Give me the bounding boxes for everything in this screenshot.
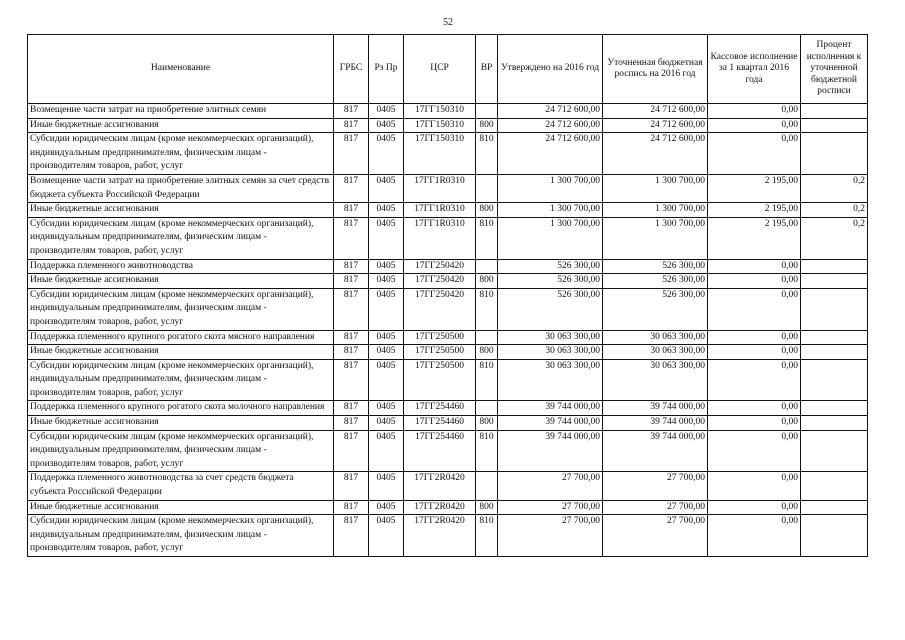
cell-approved: 39 744 000,00 — [498, 430, 603, 472]
cell-approved: 27 700,00 — [498, 472, 603, 500]
table-row — [28, 274, 868, 289]
cell-refined: 27 700,00 — [603, 515, 708, 557]
cell-name: Субсидии юридическим лицам (кроме некоммерческих организаций), индивидуальным предпринимателям, физическим лицам - производителям товаров, работ, услуг — [28, 288, 334, 330]
cell-rzpr: 0405 — [369, 359, 404, 401]
cell-grbs: 817 — [334, 472, 369, 500]
cell-vr: 810 — [476, 133, 498, 175]
header-refined: Уточненная бюджетная роспись на 2016 год — [603, 35, 708, 104]
cell-vr — [476, 259, 498, 274]
cell-csr: 17ГГ1R0310 — [404, 217, 476, 259]
cell-refined: 526 300,00 — [603, 288, 708, 330]
cell-percent — [801, 288, 868, 330]
page-number: 52 — [443, 17, 453, 28]
cell-vr: 810 — [476, 217, 498, 259]
table-row — [28, 288, 868, 330]
header-vr: ВР — [476, 35, 498, 104]
cell-vr: 800 — [476, 500, 498, 515]
cell-refined: 39 744 000,00 — [603, 401, 708, 416]
table-row — [28, 515, 868, 557]
table-header-row — [28, 35, 868, 104]
cell-grbs: 817 — [334, 515, 369, 557]
cell-refined: 39 744 000,00 — [603, 416, 708, 431]
cell-rzpr: 0405 — [369, 416, 404, 431]
cell-csr: 17ГГ150310 — [404, 133, 476, 175]
cell-vr: 800 — [476, 118, 498, 133]
cell-cash: 0,00 — [708, 401, 801, 416]
table-row — [28, 416, 868, 431]
cell-cash: 0,00 — [708, 430, 801, 472]
cell-refined: 27 700,00 — [603, 500, 708, 515]
cell-name: Иные бюджетные ассигнования — [28, 118, 334, 133]
cell-percent — [801, 345, 868, 360]
cell-name: Иные бюджетные ассигнования — [28, 416, 334, 431]
cell-rzpr: 0405 — [369, 500, 404, 515]
cell-vr: 810 — [476, 515, 498, 557]
cell-csr: 17ГГ2R0420 — [404, 472, 476, 500]
table-row — [28, 118, 868, 133]
cell-vr: 800 — [476, 274, 498, 289]
cell-name: Поддержка племенного животноводства за счет средств бюджета субъекта Российской Федерации — [28, 472, 334, 500]
cell-name: Иные бюджетные ассигнования — [28, 500, 334, 515]
cell-cash: 0,00 — [708, 472, 801, 500]
cell-csr: 17ГГ2R0420 — [404, 515, 476, 557]
cell-vr — [476, 401, 498, 416]
cell-percent — [801, 259, 868, 274]
cell-grbs: 817 — [334, 288, 369, 330]
header-name: Наименование — [28, 35, 334, 104]
table-row — [28, 330, 868, 345]
cell-rzpr: 0405 — [369, 330, 404, 345]
cell-approved: 30 063 300,00 — [498, 330, 603, 345]
cell-percent: 0,2 — [801, 174, 868, 202]
cell-approved: 30 063 300,00 — [498, 359, 603, 401]
cell-cash: 0,00 — [708, 288, 801, 330]
cell-csr: 17ГГ254460 — [404, 430, 476, 472]
cell-csr: 17ГГ250500 — [404, 345, 476, 360]
cell-cash: 0,00 — [708, 359, 801, 401]
cell-cash: 0,00 — [708, 274, 801, 289]
cell-grbs: 817 — [334, 359, 369, 401]
cell-approved: 24 712 600,00 — [498, 118, 603, 133]
cell-vr — [476, 330, 498, 345]
header-grbs: ГРБС — [334, 35, 369, 104]
cell-name: Иные бюджетные ассигнования — [28, 345, 334, 360]
cell-cash: 0,00 — [708, 104, 801, 119]
cell-rzpr: 0405 — [369, 345, 404, 360]
cell-grbs: 817 — [334, 401, 369, 416]
cell-rzpr: 0405 — [369, 515, 404, 557]
cell-refined: 39 744 000,00 — [603, 430, 708, 472]
cell-csr: 17ГГ1R0310 — [404, 174, 476, 202]
cell-grbs: 817 — [334, 174, 369, 202]
cell-refined: 24 712 600,00 — [603, 133, 708, 175]
cell-refined: 24 712 600,00 — [603, 118, 708, 133]
cell-approved: 30 063 300,00 — [498, 345, 603, 360]
cell-csr: 17ГГ250500 — [404, 359, 476, 401]
cell-approved: 24 712 600,00 — [498, 104, 603, 119]
cell-name: Поддержка племенного животноводства — [28, 259, 334, 274]
cell-percent — [801, 515, 868, 557]
cell-name: Поддержка племенного крупного рогатого скота молочного направления — [28, 401, 334, 416]
cell-rzpr: 0405 — [369, 288, 404, 330]
cell-refined: 30 063 300,00 — [603, 359, 708, 401]
cell-refined: 526 300,00 — [603, 259, 708, 274]
cell-cash: 2 195,00 — [708, 203, 801, 218]
table-row — [28, 500, 868, 515]
cell-grbs: 817 — [334, 133, 369, 175]
header-cash: Кассовое исполнение за 1 квартал 2016 года — [708, 35, 801, 104]
cell-grbs: 817 — [334, 274, 369, 289]
cell-rzpr: 0405 — [369, 259, 404, 274]
cell-grbs: 817 — [334, 118, 369, 133]
cell-name: Иные бюджетные ассигнования — [28, 203, 334, 218]
cell-vr — [476, 174, 498, 202]
cell-grbs: 817 — [334, 500, 369, 515]
cell-grbs: 817 — [334, 203, 369, 218]
cell-vr: 810 — [476, 430, 498, 472]
cell-grbs: 817 — [334, 345, 369, 360]
table-row — [28, 345, 868, 360]
cell-cash: 0,00 — [708, 118, 801, 133]
cell-name: Иные бюджетные ассигнования — [28, 274, 334, 289]
cell-rzpr: 0405 — [369, 217, 404, 259]
cell-grbs: 817 — [334, 104, 369, 119]
cell-name: Возмещение части затрат на приобретение элитных семян за счет средств бюджета субъекта Российской Федерации — [28, 174, 334, 202]
table-row — [28, 401, 868, 416]
header-csr: ЦСР — [404, 35, 476, 104]
cell-percent — [801, 133, 868, 175]
cell-cash: 0,00 — [708, 330, 801, 345]
budget-table — [27, 34, 868, 557]
cell-cash: 0,00 — [708, 515, 801, 557]
table-row — [28, 217, 868, 259]
cell-rzpr: 0405 — [369, 472, 404, 500]
cell-cash: 0,00 — [708, 500, 801, 515]
cell-rzpr: 0405 — [369, 133, 404, 175]
table-row — [28, 359, 868, 401]
cell-vr: 800 — [476, 203, 498, 218]
cell-percent — [801, 104, 868, 119]
cell-vr: 800 — [476, 345, 498, 360]
cell-vr — [476, 104, 498, 119]
cell-vr: 810 — [476, 288, 498, 330]
header-rzpr: Рз Пр — [369, 35, 404, 104]
cell-percent — [801, 500, 868, 515]
cell-percent — [801, 359, 868, 401]
header-approved: Утверждено на 2016 год — [498, 35, 603, 104]
cell-name: Субсидии юридическим лицам (кроме некоммерческих организаций), индивидуальным предпринимателям, физическим лицам - производителям товаров, работ, услуг — [28, 133, 334, 175]
cell-approved: 526 300,00 — [498, 288, 603, 330]
table-row — [28, 259, 868, 274]
cell-rzpr: 0405 — [369, 274, 404, 289]
cell-approved: 1 300 700,00 — [498, 203, 603, 218]
cell-grbs: 817 — [334, 217, 369, 259]
cell-csr: 17ГГ150310 — [404, 118, 476, 133]
cell-percent — [801, 274, 868, 289]
cell-refined: 24 712 600,00 — [603, 104, 708, 119]
cell-percent — [801, 472, 868, 500]
cell-grbs: 817 — [334, 430, 369, 472]
cell-refined: 30 063 300,00 — [603, 345, 708, 360]
cell-grbs: 817 — [334, 416, 369, 431]
cell-csr: 17ГГ250420 — [404, 274, 476, 289]
cell-percent: 0,2 — [801, 217, 868, 259]
cell-vr: 800 — [476, 416, 498, 431]
cell-rzpr: 0405 — [369, 118, 404, 133]
cell-csr: 17ГГ254460 — [404, 416, 476, 431]
cell-approved: 526 300,00 — [498, 259, 603, 274]
cell-refined: 1 300 700,00 — [603, 203, 708, 218]
cell-cash: 0,00 — [708, 259, 801, 274]
cell-csr: 17ГГ2R0420 — [404, 500, 476, 515]
cell-approved: 39 744 000,00 — [498, 401, 603, 416]
cell-refined: 27 700,00 — [603, 472, 708, 500]
cell-approved: 27 700,00 — [498, 500, 603, 515]
cell-cash: 0,00 — [708, 345, 801, 360]
cell-cash: 2 195,00 — [708, 174, 801, 202]
cell-refined: 30 063 300,00 — [603, 330, 708, 345]
cell-percent — [801, 430, 868, 472]
cell-vr: 810 — [476, 359, 498, 401]
cell-rzpr: 0405 — [369, 104, 404, 119]
table-row — [28, 104, 868, 119]
cell-approved: 1 300 700,00 — [498, 217, 603, 259]
cell-cash: 2 195,00 — [708, 217, 801, 259]
table-row — [28, 472, 868, 500]
table-row — [28, 174, 868, 202]
cell-percent — [801, 401, 868, 416]
cell-grbs: 817 — [334, 259, 369, 274]
cell-approved: 24 712 600,00 — [498, 133, 603, 175]
cell-name: Субсидии юридическим лицам (кроме некоммерческих организаций), индивидуальным предпринимателям, физическим лицам - производителям товаров, работ, услуг — [28, 515, 334, 557]
cell-vr — [476, 472, 498, 500]
cell-rzpr: 0405 — [369, 430, 404, 472]
cell-percent — [801, 416, 868, 431]
table-row — [28, 430, 868, 472]
cell-csr: 17ГГ1R0310 — [404, 203, 476, 218]
cell-name: Субсидии юридическим лицам (кроме некоммерческих организаций), индивидуальным предпринимателям, физическим лицам - производителям товаров, работ, услуг — [28, 359, 334, 401]
cell-percent: 0,2 — [801, 203, 868, 218]
cell-refined: 1 300 700,00 — [603, 217, 708, 259]
header-percent: Процент исполнения к уточненной бюджетной росписи — [801, 35, 868, 104]
cell-csr: 17ГГ250500 — [404, 330, 476, 345]
cell-name: Субсидии юридическим лицам (кроме некоммерческих организаций), индивидуальным предпринимателям, физическим лицам - производителям товаров, работ, услуг — [28, 217, 334, 259]
cell-cash: 0,00 — [708, 133, 801, 175]
cell-cash: 0,00 — [708, 416, 801, 431]
cell-name: Возмещение части затрат на приобретение элитных семян — [28, 104, 334, 119]
cell-rzpr: 0405 — [369, 203, 404, 218]
table-row — [28, 203, 868, 218]
cell-refined: 526 300,00 — [603, 274, 708, 289]
cell-percent — [801, 330, 868, 345]
cell-name: Поддержка племенного крупного рогатого скота мясного направления — [28, 330, 334, 345]
cell-rzpr: 0405 — [369, 174, 404, 202]
cell-name: Субсидии юридическим лицам (кроме некоммерческих организаций), индивидуальным предпринимателям, физическим лицам - производителям товаров, работ, услуг — [28, 430, 334, 472]
cell-approved: 526 300,00 — [498, 274, 603, 289]
cell-csr: 17ГГ250420 — [404, 259, 476, 274]
cell-csr: 17ГГ254460 — [404, 401, 476, 416]
cell-csr: 17ГГ150310 — [404, 104, 476, 119]
cell-approved: 39 744 000,00 — [498, 416, 603, 431]
cell-refined: 1 300 700,00 — [603, 174, 708, 202]
cell-grbs: 817 — [334, 330, 369, 345]
cell-approved: 27 700,00 — [498, 515, 603, 557]
cell-approved: 1 300 700,00 — [498, 174, 603, 202]
table-row — [28, 133, 868, 175]
cell-csr: 17ГГ250420 — [404, 288, 476, 330]
cell-rzpr: 0405 — [369, 401, 404, 416]
cell-percent — [801, 118, 868, 133]
